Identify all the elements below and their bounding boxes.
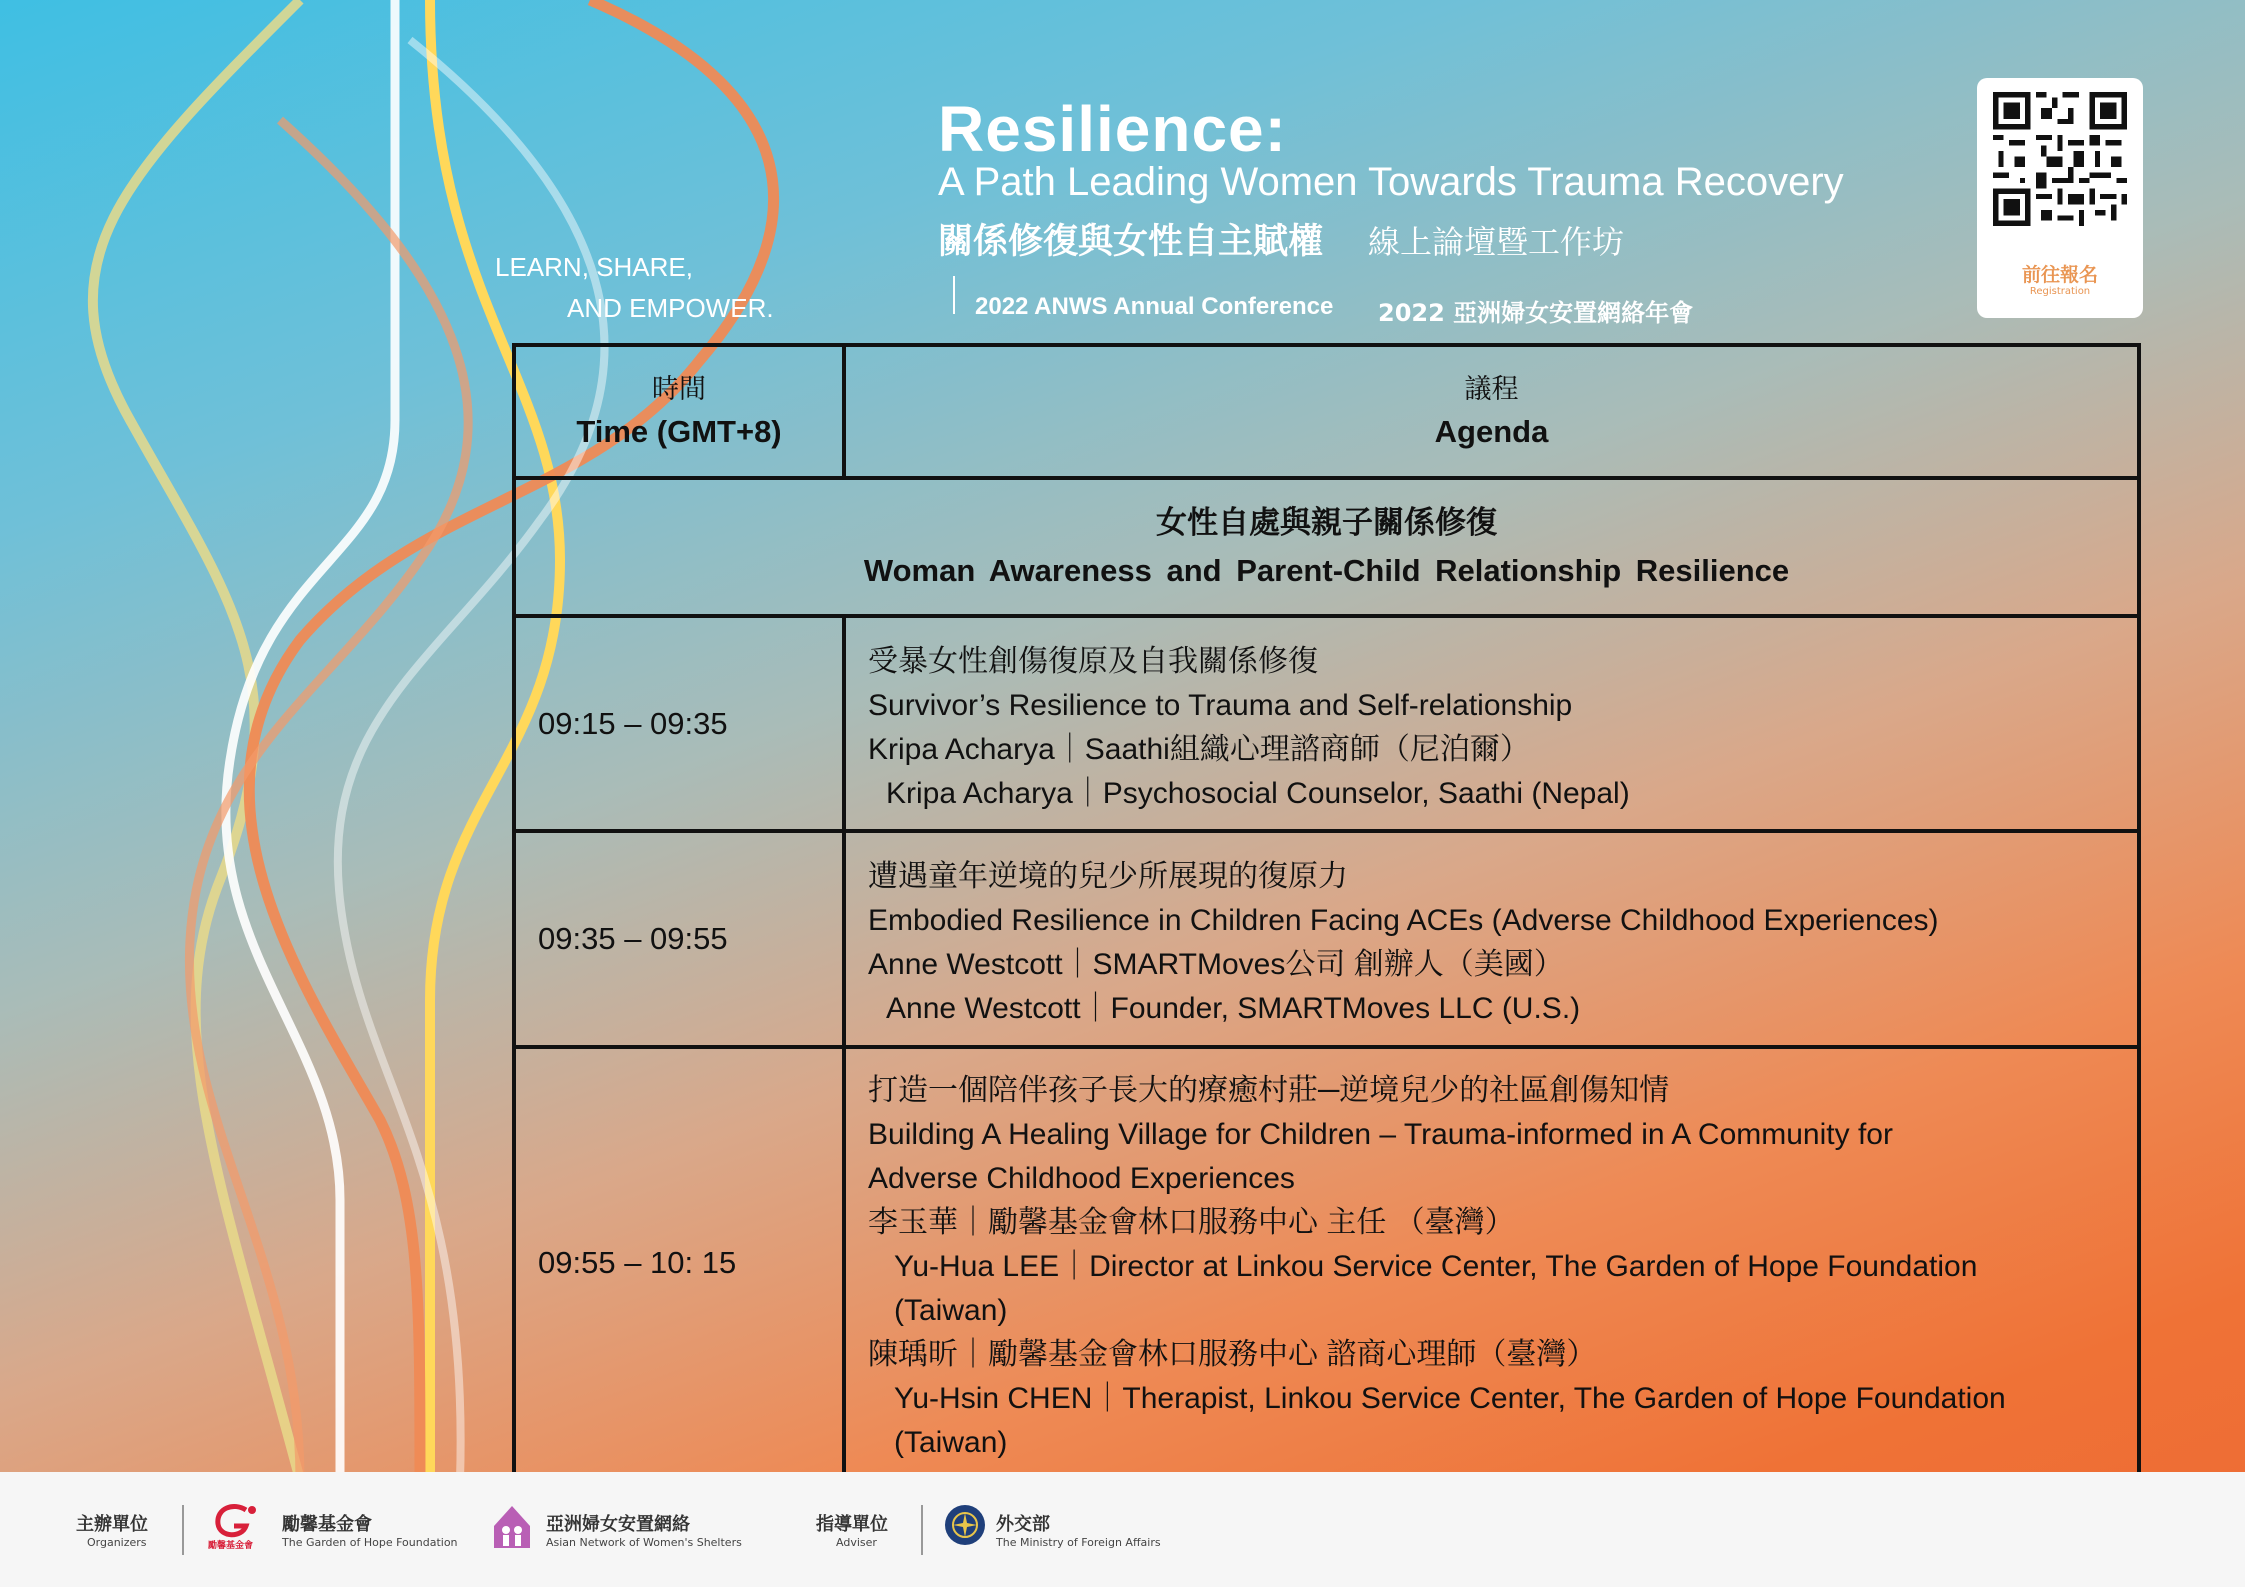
time-header	[514, 345, 844, 478]
session-title-zh: 受暴女性創傷復原及自我關係修復	[868, 644, 1318, 678]
session-time: 09:35 – 09:55	[514, 831, 844, 1047]
speaker-1-zh: 李玉華｜勵馨基金會林口服務中心 主任 （臺灣）	[868, 1206, 1515, 1239]
session-details	[844, 1047, 2139, 1479]
adviser-label-en: Adviser	[836, 1536, 877, 1549]
adviser-label-zh: 指導單位	[816, 1514, 888, 1535]
session-time: 09:15 – 09:35	[514, 616, 844, 831]
garden-of-hope-logo-text: 勵馨基金會	[208, 1541, 254, 1551]
title-subtitle: A Path Leading Women Towards Trauma Recovery	[938, 160, 1844, 204]
footer-divider	[182, 1505, 184, 1555]
session-title-en: Survivor’s Resilience to Trauma and Self-relationship	[868, 688, 1573, 722]
table-row	[514, 831, 2139, 1047]
organizers-label-zh: 主辦單位	[76, 1514, 148, 1535]
speaker-zh: Anne Westcott｜SMARTMoves公司 創辦人（美國）	[868, 948, 1564, 981]
section-title-row	[514, 478, 2139, 616]
speaker-zh: Kripa Acharya｜Saathi組織心理諮商師（尼泊爾）	[868, 732, 1530, 766]
agenda-header-zh: 議程	[1464, 373, 1519, 405]
agenda-header	[844, 345, 2139, 478]
mofa-name-zh: 外交部	[996, 1514, 1050, 1535]
title-main: Resilience:	[938, 93, 1287, 165]
garden-of-hope-name-en: The Garden of Hope Foundation	[282, 1536, 458, 1549]
session-details	[844, 616, 2139, 831]
speaker-2-en-cont: (Taiwan)	[894, 1426, 1008, 1459]
session-time: 09:55 – 10: 15	[514, 1047, 844, 1479]
organizers-label-en: Organizers	[87, 1536, 147, 1549]
speaker-2-zh: 陳瑀昕｜勵馨基金會林口服務中心 諮商心理師（臺灣）	[868, 1338, 1597, 1371]
table-header-row	[514, 345, 2139, 478]
qr-code-icon[interactable]	[1993, 92, 2127, 226]
session-title-en: Embodied Resilience in Children Facing ACEs (Adverse Childhood Experiences)	[868, 904, 1939, 937]
speaker-1-en: Yu-Hua LEE｜Director at Linkou Service Center, The Garden of Hope Foundation	[894, 1250, 1978, 1283]
speaker-2-en: Yu-Hsin CHEN｜Therapist, Linkou Service Center, The Garden of Hope Foundation	[894, 1382, 2006, 1415]
section-title-en: Woman Awareness and Parent-Child Relationship Resilience	[863, 553, 1790, 588]
table-row	[514, 616, 2139, 831]
registration-label-en[interactable]: Registration	[2029, 286, 2091, 297]
anws-logo-icon[interactable]	[492, 1504, 532, 1550]
anws-name-en: Asian Network of Women's Shelters	[546, 1536, 742, 1549]
session-title-en: Building A Healing Village for Children – Trauma-informed in A Community for	[868, 1118, 1893, 1151]
garden-of-hope-name-zh: 勵馨基金會	[282, 1514, 372, 1535]
session-title-zh: 遭遇童年逆境的兒少所展現的復原力	[868, 860, 1348, 893]
divider	[953, 276, 955, 314]
section-title	[514, 478, 2139, 616]
table-row	[514, 1047, 2139, 1479]
footer-divider	[921, 1505, 923, 1555]
time-header-en: Time (GMT+8)	[576, 413, 782, 449]
session-details	[844, 831, 2139, 1047]
registration-label-zh[interactable]: 前往報名	[2021, 264, 2098, 286]
tagline-line-1: LEARN, SHARE,	[495, 252, 693, 282]
mofa-emblem-icon[interactable]	[944, 1504, 986, 1546]
session-title-en-cont: Adverse Childhood Experiences	[868, 1162, 1295, 1195]
time-header-zh: 時間	[652, 373, 706, 405]
tagline-line-2: AND EMPOWER.	[567, 293, 774, 323]
speaker-en: Kripa Acharya｜Psychosocial Counselor, Saathi (Nepal)	[886, 776, 1630, 810]
speaker-1-en-cont: (Taiwan)	[894, 1294, 1008, 1327]
title-chinese-bold: 關係修復與女性自主賦權	[938, 222, 1324, 262]
agenda-header-en: Agenda	[1434, 413, 1549, 449]
conference-name-en: 2022 ANWS Annual Conference	[975, 293, 1334, 320]
conference-name-zh: 2022 亞洲婦女安置網絡年會	[1378, 299, 1694, 327]
mofa-name-en: The Ministry of Foreign Affairs	[996, 1536, 1161, 1549]
registration-card[interactable]	[1977, 78, 2143, 318]
session-title-zh: 打造一個陪伴孩子長大的療癒村莊─逆境兒少的社區創傷知情	[868, 1074, 1670, 1107]
agenda-table	[512, 343, 2141, 1481]
speaker-en: Anne Westcott｜Founder, SMARTMoves LLC (U.S.)	[886, 992, 1581, 1025]
anws-name-zh: 亞洲婦女安置網絡	[546, 1514, 690, 1535]
title-chinese-light: 線上論壇暨工作坊	[1368, 223, 1625, 261]
section-title-zh: 女性自處與親子關係修復	[1156, 505, 1497, 541]
